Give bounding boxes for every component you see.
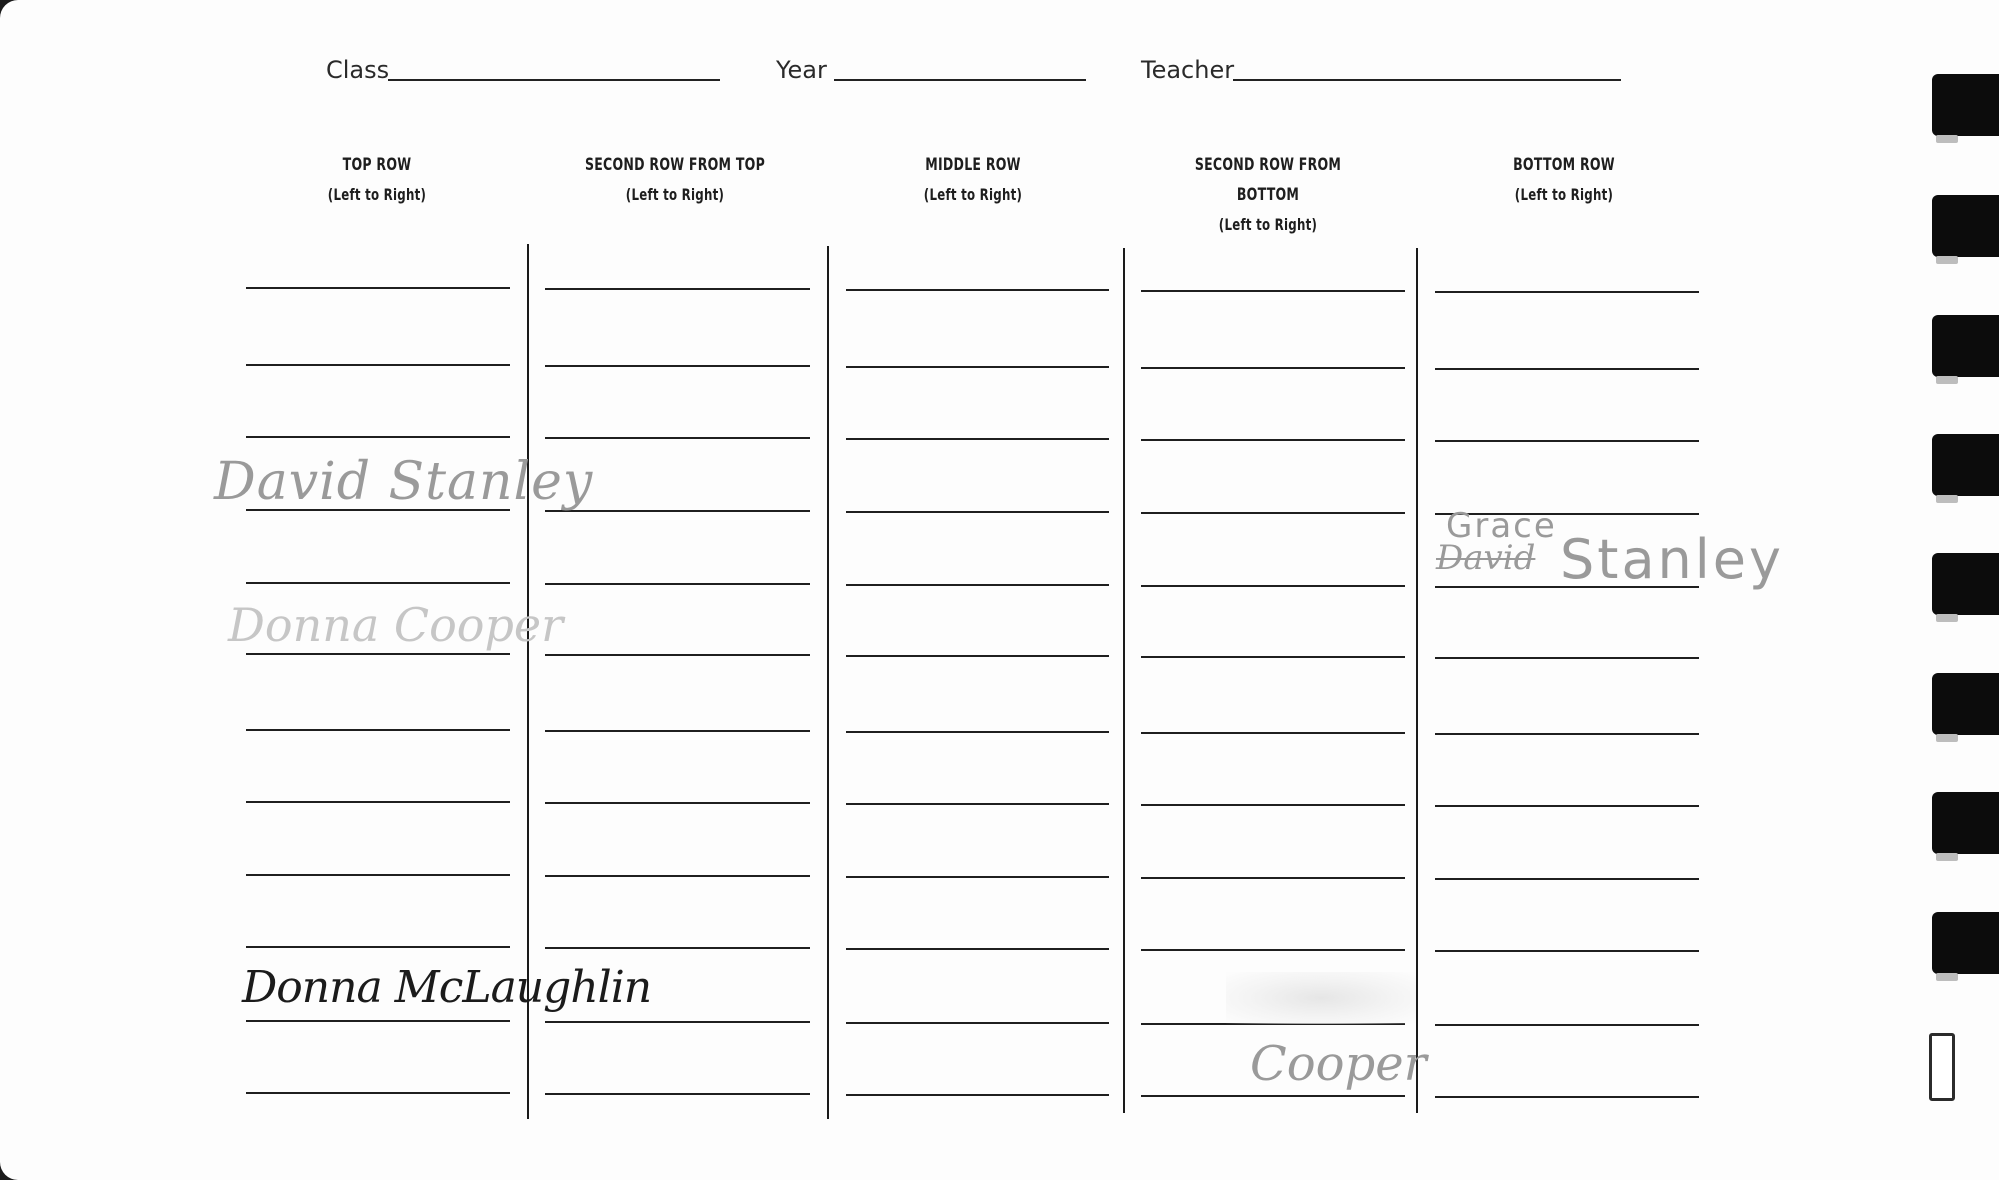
seat-line[interactable] bbox=[246, 1092, 510, 1094]
teacher-field[interactable] bbox=[1141, 56, 1234, 84]
seat-line[interactable] bbox=[545, 583, 810, 585]
seat-line[interactable] bbox=[1435, 805, 1699, 807]
seat-line[interactable] bbox=[545, 437, 810, 439]
binder-tab bbox=[1932, 195, 1999, 257]
seat-line[interactable] bbox=[846, 876, 1109, 878]
binder-tab bbox=[1932, 315, 1999, 377]
seat-line[interactable] bbox=[1141, 439, 1405, 441]
seat-line[interactable] bbox=[545, 1093, 810, 1095]
seat-line[interactable] bbox=[545, 1021, 810, 1023]
seat-line[interactable] bbox=[1435, 733, 1699, 735]
erased-smudge bbox=[1226, 972, 1416, 1024]
seat-line[interactable] bbox=[246, 1020, 510, 1022]
seat-line[interactable] bbox=[545, 288, 810, 290]
seat-line[interactable] bbox=[846, 584, 1109, 586]
column-heading-bottom-row bbox=[1462, 150, 1667, 210]
column-title: SECOND ROW FROM TOP bbox=[584, 155, 766, 175]
seat-line[interactable] bbox=[246, 653, 510, 655]
binder-tab bbox=[1932, 912, 1999, 974]
column-divider bbox=[1123, 248, 1125, 1113]
handwritten-name-cooper: Cooper bbox=[1250, 1036, 1427, 1092]
seat-line[interactable] bbox=[846, 948, 1109, 950]
column-subtitle: (Left to Right) bbox=[1218, 215, 1318, 234]
binder-tab bbox=[1932, 434, 1999, 496]
seat-line[interactable] bbox=[1141, 804, 1405, 806]
column-heading-middle-row bbox=[871, 150, 1076, 210]
seat-line[interactable] bbox=[545, 730, 810, 732]
seat-line[interactable] bbox=[246, 364, 510, 366]
seat-line[interactable] bbox=[846, 731, 1109, 733]
seat-line[interactable] bbox=[545, 802, 810, 804]
column-title: BOTTOM ROW bbox=[1513, 155, 1615, 175]
column-title: TOP ROW bbox=[342, 155, 412, 175]
seat-line[interactable] bbox=[246, 729, 510, 731]
handwritten-name-donna-mclaughlin: Donna McLaughlin bbox=[242, 962, 652, 1013]
seat-line[interactable] bbox=[246, 801, 510, 803]
column-subtitle: (Left to Right) bbox=[1514, 185, 1614, 204]
seat-line[interactable] bbox=[1141, 877, 1405, 879]
handwritten-name-stanley: Stanley bbox=[1560, 528, 1784, 591]
class-field[interactable] bbox=[326, 56, 389, 84]
seat-line[interactable] bbox=[246, 287, 510, 289]
column-title: SECOND ROW FROM BOTTOM bbox=[1194, 155, 1342, 205]
handwritten-name-donna-cooper: Donna Cooper bbox=[228, 598, 564, 652]
year-blank[interactable] bbox=[834, 79, 1086, 81]
binder-tab bbox=[1932, 74, 1999, 136]
seat-line[interactable] bbox=[246, 582, 510, 584]
binder-tab bbox=[1932, 553, 1999, 615]
class-blank[interactable] bbox=[388, 79, 720, 81]
seat-line[interactable] bbox=[545, 875, 810, 877]
seat-line[interactable] bbox=[1141, 290, 1405, 292]
year-label: Year bbox=[776, 56, 827, 84]
seat-line[interactable] bbox=[846, 289, 1109, 291]
seat-line[interactable] bbox=[1141, 1095, 1405, 1097]
seat-line[interactable] bbox=[1141, 585, 1405, 587]
column-heading-second-row-from-top bbox=[573, 150, 778, 210]
column-divider bbox=[1416, 248, 1418, 1113]
seat-line[interactable] bbox=[545, 365, 810, 367]
class-label: Class bbox=[326, 56, 390, 84]
seat-line[interactable] bbox=[1435, 440, 1699, 442]
column-title: MIDDLE ROW bbox=[925, 155, 1021, 175]
column-subtitle: (Left to Right) bbox=[625, 185, 725, 204]
seat-line[interactable] bbox=[846, 803, 1109, 805]
column-heading-second-row-from-bottom bbox=[1166, 150, 1371, 240]
seat-line[interactable] bbox=[846, 511, 1109, 513]
handwritten-name-grace: Grace bbox=[1446, 506, 1557, 546]
seat-line[interactable] bbox=[1435, 657, 1699, 659]
seat-line[interactable] bbox=[1141, 512, 1405, 514]
seat-line[interactable] bbox=[1435, 950, 1699, 952]
seat-line[interactable] bbox=[1435, 291, 1699, 293]
seat-line[interactable] bbox=[846, 1022, 1109, 1024]
seat-line[interactable] bbox=[545, 654, 810, 656]
seat-line[interactable] bbox=[1435, 1096, 1699, 1098]
seat-line[interactable] bbox=[846, 438, 1109, 440]
column-subtitle: (Left to Right) bbox=[327, 185, 427, 204]
binder-tab-outline bbox=[1929, 1033, 1955, 1101]
seat-line[interactable] bbox=[1435, 1024, 1699, 1026]
seat-line[interactable] bbox=[246, 946, 510, 948]
column-subtitle: (Left to Right) bbox=[923, 185, 1023, 204]
binder-tab bbox=[1932, 673, 1999, 735]
seat-line[interactable] bbox=[1141, 732, 1405, 734]
seat-line[interactable] bbox=[846, 366, 1109, 368]
seat-line[interactable] bbox=[846, 1094, 1109, 1096]
seat-line[interactable] bbox=[846, 655, 1109, 657]
handwritten-name-david-stanley: David Stanley bbox=[214, 452, 594, 512]
seat-line[interactable] bbox=[246, 436, 510, 438]
seat-line[interactable] bbox=[1435, 878, 1699, 880]
seat-line[interactable] bbox=[1141, 949, 1405, 951]
teacher-blank[interactable] bbox=[1233, 79, 1621, 81]
teacher-label: Teacher bbox=[1141, 56, 1235, 84]
seat-line[interactable] bbox=[1141, 656, 1405, 658]
handwritten-name-struck-david: David bbox=[1436, 538, 1536, 578]
column-heading-top-row bbox=[275, 150, 480, 210]
column-divider bbox=[827, 246, 829, 1119]
seat-line[interactable] bbox=[246, 874, 510, 876]
year-field[interactable] bbox=[776, 56, 827, 84]
binder-tab bbox=[1932, 792, 1999, 854]
seat-line[interactable] bbox=[545, 947, 810, 949]
seat-line[interactable] bbox=[1435, 368, 1699, 370]
seat-line[interactable] bbox=[1141, 367, 1405, 369]
